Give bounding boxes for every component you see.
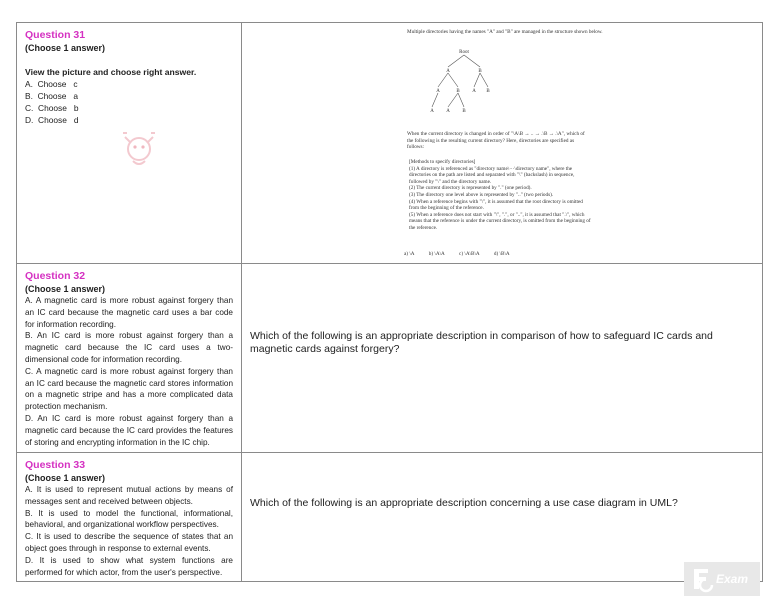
option-d[interactable]: D. Choose d: [25, 115, 79, 125]
option-c[interactable]: C. A magnetic card is more robust against forgery than an IC card because the magnetic card stores information on a magnetic stripe and has a more complicated data protection mechanism.: [25, 366, 233, 412]
logo-mark-icon: [688, 565, 716, 593]
tree-node: A: [472, 89, 476, 94]
option-b[interactable]: B. It is used to model the functional, informational, behavioral, and organizational workflow perspectives.: [25, 508, 233, 530]
logo-text: Exam: [716, 572, 749, 586]
question-32-text-cell: [242, 264, 763, 453]
question-row-33: [17, 453, 763, 582]
tree-node-root: Root: [459, 50, 469, 55]
question-table: [16, 22, 763, 582]
option-c[interactable]: C. It is used to describe the sequence of states that an object goes through in response to external events.: [25, 532, 233, 553]
option-c[interactable]: C. Choose b: [25, 103, 79, 113]
method-item: (5) When a reference does not start with "\", ".", or "..", it is assumed that ".\", which means that the reference is under the current directory, is omitted from the beginning of the reference.: [409, 211, 591, 231]
figure-methods: [409, 159, 593, 232]
option-b[interactable]: B. An IC card is more robust against forgery than a magnetic card because the IC card uses a two-dimensional code for information recording.: [25, 331, 233, 364]
option-d[interactable]: D. An IC card is more robust against forgery than a magnetic card because the IC card provides the features of storing and encrypting information in the IC chip.: [25, 413, 233, 447]
question-text: Which of the following is an appropriate description concerning a use case diagram in UML?: [250, 497, 678, 509]
tree-node: B: [478, 69, 482, 74]
question-title: Question 31: [25, 29, 86, 41]
question-type: (Choose 1 answer): [25, 43, 106, 53]
figure-intro: Multiple directories having the names "A" and "B" are managed in the structure shown below.: [407, 29, 603, 35]
answer-a: a) \A: [404, 251, 415, 257]
answer-b: b) \A\A: [428, 251, 445, 257]
figure-answers: [404, 251, 604, 258]
tree-node: A: [436, 89, 440, 94]
method-item: (2) The current directory is represented by "." (one period).: [409, 185, 532, 192]
question-31-figure-cell: [242, 23, 763, 264]
option-a[interactable]: A. A magnetic card is more robust against forgery than an IC card because the magnetic card uses a bar code for information recording.: [25, 296, 233, 329]
tree-node: B: [486, 89, 490, 94]
question-32-options-cell: [17, 264, 242, 453]
option-a[interactable]: A. Choose c: [25, 79, 78, 89]
answer-c: c) \A\B\A: [459, 251, 480, 257]
question-33-options-cell: [17, 453, 242, 582]
site-logo: [684, 562, 760, 596]
question-type: (Choose 1 answer): [25, 284, 106, 294]
mascot-watermark-icon: [115, 123, 165, 173]
question-type: (Choose 1 answer): [25, 473, 106, 483]
question-title: Question 33: [25, 459, 86, 471]
question-row-31: [17, 23, 763, 264]
question-31-options-cell: [17, 23, 242, 264]
question-prompt: View the picture and choose right answer.: [25, 67, 197, 77]
question-row-32: [17, 264, 763, 453]
tree-node: B: [456, 89, 460, 94]
tree-node: A: [446, 109, 450, 114]
question-title: Question 32: [25, 270, 86, 282]
answer-d: d) \B\A: [493, 251, 510, 257]
tree-node: A: [446, 69, 450, 74]
question-sheet: [16, 22, 760, 578]
tree-node: A: [430, 109, 434, 114]
figure-question: When the current directory is changed in order of "\A\B → .. → .\B → .\A", which of the following is the resulting current directory? Here, directories are specified as follows:: [407, 131, 585, 151]
option-b[interactable]: B. Choose a: [25, 91, 79, 101]
option-a[interactable]: A. It is used to represent mutual actions by means of messages sent and received between objects.: [25, 485, 233, 506]
method-item: (3) The directory one level above is represented by ".." (two periods).: [409, 191, 554, 198]
question-text: Which of the following is an appropriate description in comparison of how to safeguard IC cards and magnetic cards against forgery?: [250, 330, 713, 355]
methods-heading: [Methods to specify directories]: [409, 159, 476, 165]
method-item: (4) When a reference begins with "\", it is assumed that the root directory is omitted from the beginning of the reference.: [409, 198, 583, 212]
directory-tree-diagram: [412, 47, 522, 139]
option-d[interactable]: D. It is used to show what system functions are performed for which actor, from the user's perspective.: [25, 555, 233, 577]
tree-node: B: [462, 109, 466, 114]
method-item: (1) A directory is referenced as "directory name\···\directory name", where the directories on the path are listed and separated with "\" (backslash) in sequence, followed by "\" and the directory name.: [409, 165, 575, 185]
